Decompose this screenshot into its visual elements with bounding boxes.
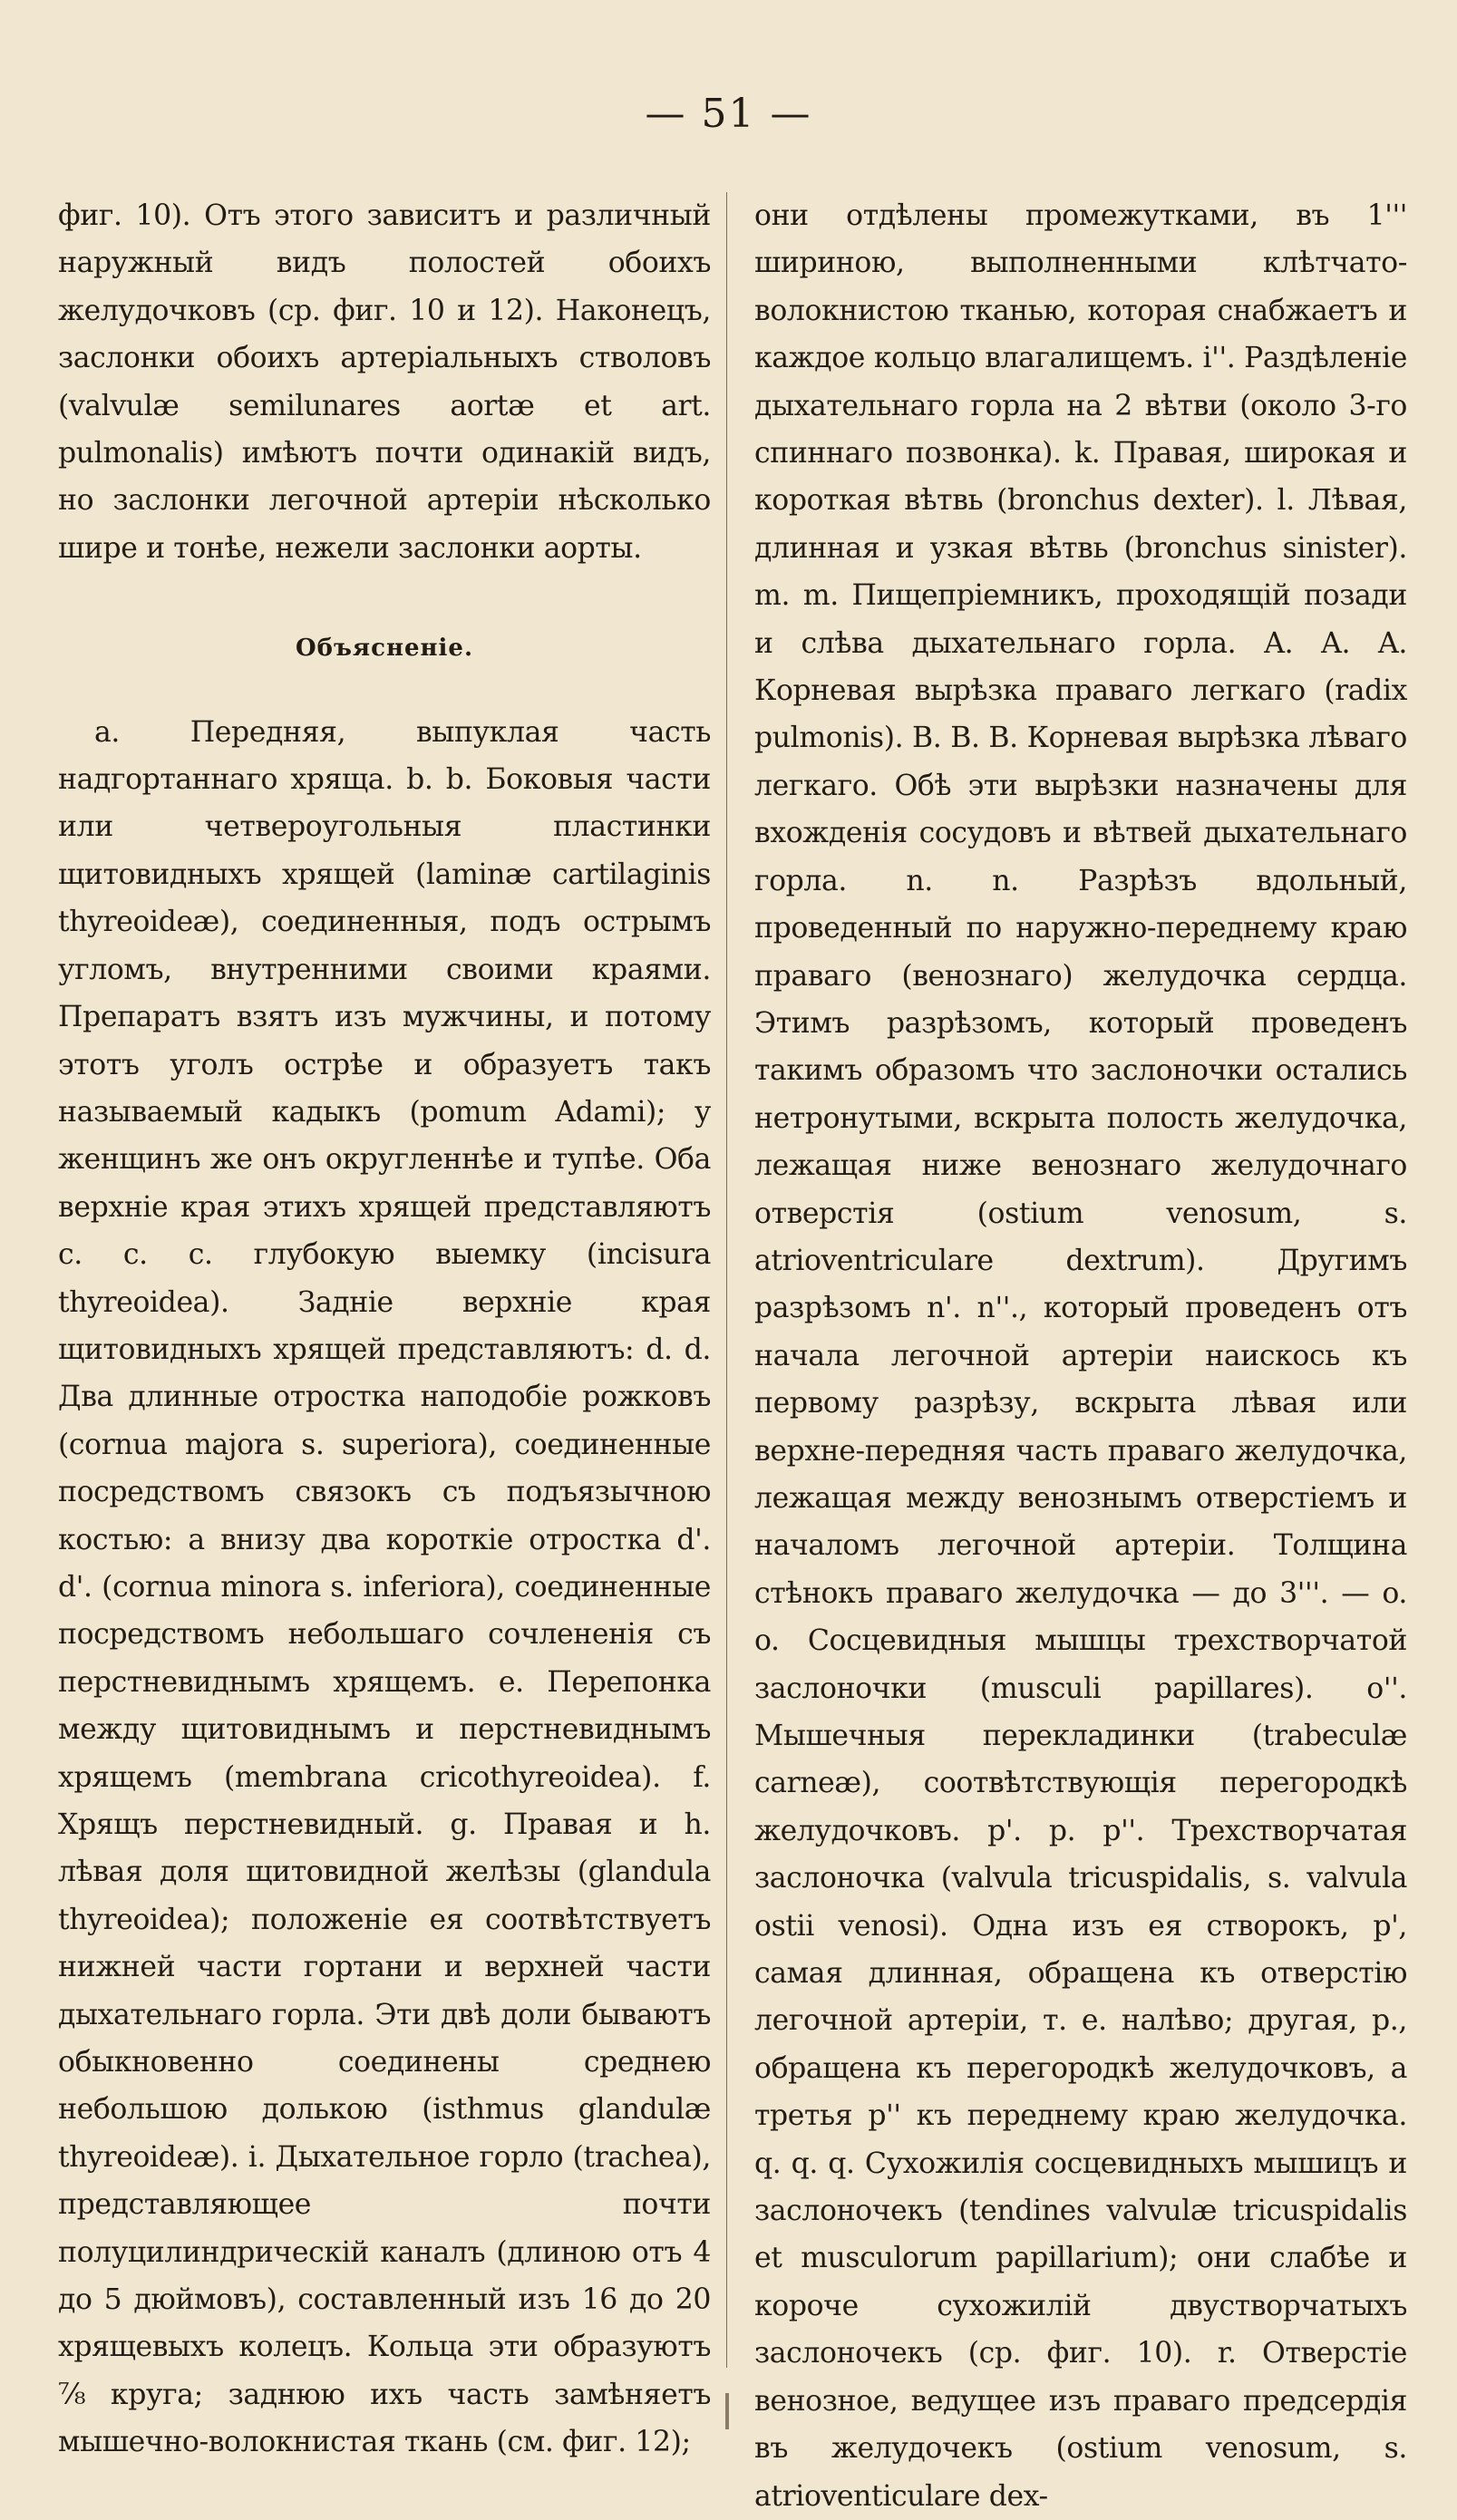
column-divider xyxy=(726,192,727,2368)
right-column xyxy=(754,192,1407,2520)
bottom-divider-mark xyxy=(725,2393,729,2429)
section-heading: Объясненіе. xyxy=(295,635,474,663)
intro-paragraph: фиг. 10). Отъ этого зависитъ и различный наружный видъ полостей обоихъ желудочковъ (ср. фиг. 10 и 12). Наконецъ, заслонки обоихъ артеріальныхъ стволовъ (valvulæ semilunares aortæ et art. pulmonalis) имѣютъ почти одинакій видъ, но заслонки легочной артеріи нѣсколько шире и тонѣе, нежели заслонки аорты. xyxy=(58,199,711,565)
explanation-continued-paragraph: они отдѣлены промежутками, въ 1''' шириною, выполненными клѣтчато-волокнистою тканью, которая снабжаетъ и каждое кольцо влагалищемъ. i''. Раздѣленіе дыхательнаго горла на 2 вѣтви (около 3-го спиннаго позвонка). k. Правая, широкая и короткая вѣтвь (bronchus dexter). l. Лѣвая, длинная и узкая вѣтвь (bronchus sinister). m. m. Пищепріемникъ, проходящій позади и слѣва дыхательнаго горла. A. A. A. Корневая вырѣзка праваго легкаго (radix pulmonis). B. B. B. Корневая вырѣзка лѣваго легкаго. Обѣ эти вырѣзки назначены для вхожденія сосудовъ и вѣтвей дыхательнаго горла. n. n. Разрѣзъ вдольный, проведенный по наружно-переднему краю праваго (венознаго) желудочка сердца. Этимъ разрѣзомъ, который проведенъ такимъ образомъ что заслоночки остались нетронутыми, вскрыта полость желудочка, лежащая ниже венознаго желудочнаго отверстія (ostium venosum, s. atrioventriculare dextrum). Другимъ разрѣзомъ n'. n''., который проведенъ отъ начала легочной артеріи наискось къ первому разрѣзу, вскрыта лѣвая или верхне-передняя часть праваго желудочка, лежащая между венознымъ отверстіемъ и началомъ легочной артеріи. Толщина стѣнокъ праваго желудочка — до 3'''. — o. o. Сосцевидныя мышцы трехстворчатой заслоночки (musculi papillares). o''. Мышечныя перекладинки (trabeculæ carneæ), соотвѣтствующія перегородкѣ желудочковъ. p'. p. p''. Трехстворчатая заслоночка (valvula tricuspidalis, s. valvula ostii venosi). Одна изъ ея створокъ, p', самая длинная, обращена къ отверстію легочной артеріи, т. е. налѣво; другая, p., обращена къ перегородкѣ желудочковъ, а третья p'' къ переднему краю желудочка. q. q. q. Сухожилія сосцевидныхъ мышицъ и заслоночекъ (tendines valvulæ tricuspidalis et musculorum papillarium); они слабѣе и короче сухожилій двустворчатыхъ заслоночекъ (ср. фиг. 10). r. Отверстіе венозное, ведущее изъ праваго предсердія въ желудочекъ (ostium venosum, s. atrioventiculare dex- xyxy=(754,199,1407,2513)
left-column xyxy=(58,192,711,2467)
page-number: — 51 — xyxy=(645,91,812,137)
explanation-paragraph: a. Передняя, выпуклая часть надгортаннаго хряща. b. b. Боковыя части или четвероугольныя пластинки щитовидныхъ хрящей (laminæ cartilaginis thyreoideæ), соединенныя, подъ острымъ угломъ, внутренними своими краями. Препаратъ взятъ изъ мужчины, и потому этотъ уголъ острѣе и образуетъ такъ называемый кадыкъ (pomum Adami); у женщинъ же онъ округленнѣе и тупѣе. Оба верхніе края этихъ хрящей представляютъ c. c. c. глубокую выемку (incisura thyreoidea). Задніе верхніе края щитовидныхъ хрящей представляютъ: d. d. Два длинные отростка наподобіе рожковъ (cornua majora s. superiora), соединенные посредствомъ связокъ съ подъязычною костью: а внизу два короткіе отростка d'. d'. (cornua minora s. inferiora), соединенные посредствомъ небольшаго сочлененія съ перстневиднымъ хрящемъ. e. Перепонка между щитовиднымъ и перстневиднымъ хрящемъ (membrana cricothyreoidea). f. Хрящъ перстневидный. g. Правая и h. лѣвая доля щитовидной желѣзы (glandula thyreoidea); положеніе ея соотвѣтствуетъ нижней части гортани и верхней части дыхательнаго горла. Эти двѣ доли бываютъ обыкновенно соединены среднею небольшою долькою (isthmus glandulæ thyreoideæ). i. Дыхательное горло (trachea), представляющее почти полуцилиндрическій каналъ (длиною отъ 4 до 5 дюймовъ), составленный изъ 16 до 20 хрящевыхъ колецъ. Кольца эти образуютъ ⅞ круга; заднюю ихъ часть замѣняетъ мышечно-волокнистая ткань (см. фиг. 12); xyxy=(58,715,711,2459)
